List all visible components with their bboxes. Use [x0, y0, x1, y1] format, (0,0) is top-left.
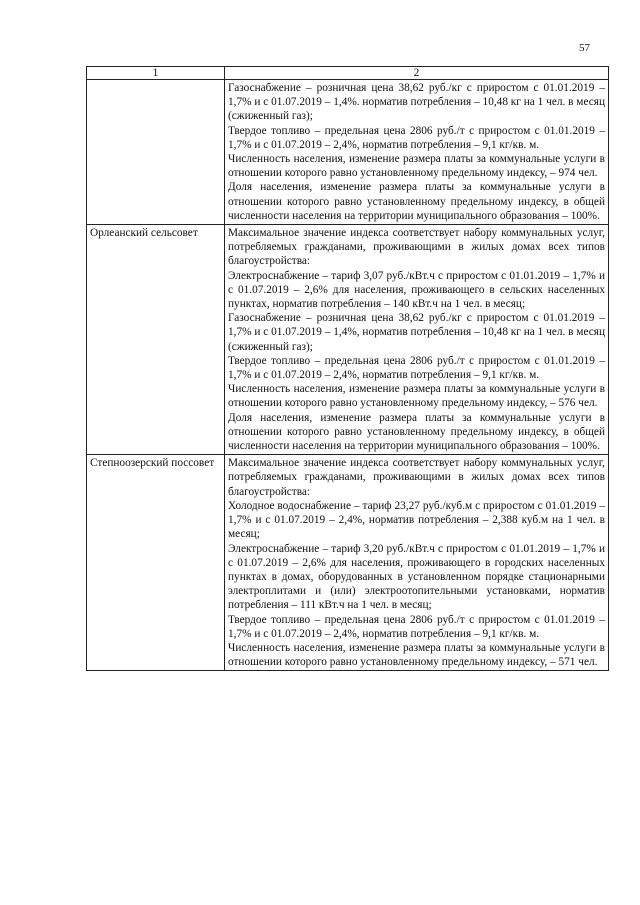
description-cell: [225, 225, 609, 455]
table-row: [87, 80, 609, 225]
territory-cell: [87, 80, 225, 225]
description-cell: [225, 80, 609, 225]
paragraph: Газоснабжение – розничная цена 38,62 руб./кг с приростом с 01.01.2019 – 1,7% и с 01.07.2019 – 1,4%, норматив потребления – 10,48 кг на 1 чел. в месяц (сжиженный газ);: [228, 312, 605, 353]
paragraph: Максимальное значение индекса соответствует набору коммунальных услуг, потребляемых гражданами, проживающими в жилых домах всех типов благоустройства:: [228, 457, 605, 498]
paragraph: Газоснабжение – розничная цена 38,62 руб./кг с приростом с 01.01.2019 – 1,7% и с 01.07.2019 – 1,4%. норматив потребления – 10,48 кг на 1 чел. в месяц (сжиженный газ);: [228, 82, 605, 123]
paragraph: Холодное водоснабжение – тариф 23,27 руб./куб.м с приростом с 01.01.2019 – 1,7% и с 01.07.2019 – 2,4%, норматив потребления – 2,388 куб.м на 1 чел. в месяц;: [228, 499, 605, 541]
paragraph: Твердое топливо – предельная цена 2806 руб./т с приростом с 01.01.2019 – 1,7% и с 01.07.2019 – 2,4%, норматив потребления – 9,1 кг/кв. м.: [228, 124, 605, 151]
tariff-table: [86, 66, 609, 671]
description-cell: [225, 455, 609, 671]
territory-cell: Степноозерский поссовет: [87, 455, 225, 671]
paragraph: Доля населения, изменение размера платы за коммунальные услуги в отношении которого равно установленному предельному индексу, в общей численности населения на территории муниципального образования – 100%.: [228, 411, 605, 453]
paragraph: Численность населения, изменение размера платы за коммунальные услуги в отношении которого равно установленному предельному индексу, – 576 чел.: [228, 383, 605, 410]
page-number: 57: [579, 42, 590, 54]
paragraph: Доля населения, изменение размера платы за коммунальные услуги в отношении которого равно установленному предельному индексу, в общей численности населения на территории муниципального образования – 100%.: [228, 181, 605, 222]
table-row: [87, 455, 609, 671]
territory-cell: Орлеанский сельсовет: [87, 225, 225, 455]
paragraph: Электроснабжение – тариф 3,20 руб./кВт.ч с приростом с 01.01.2019 – 1,7% и с 01.07.2019 – 2,6% для населения, проживающего в городских населенных пунктах в домах, оборудованных в установленном порядке стационарными электроплитами и (или) электроотопительными установками, норматив потребления – 111 кВт.ч на 1 чел. в месяц;: [228, 542, 605, 612]
paragraph: Твердое топливо – предельная цена 2806 руб./т с приростом с 01.01.2019 – 1,7% и с 01.07.2019 – 2,4%, норматив потребления – 9,1 кг/кв. м.: [228, 613, 605, 640]
paragraph: Электроснабжение – тариф 3,07 руб./кВт.ч с приростом с 01.01.2019 – 1,7% и с 01.07.2019 – 2,6% для населения, проживающего в сельских населенных пунктах, норматив потребления – 140 кВт.ч на 1 чел. в месяц;: [228, 269, 605, 311]
table-row: [87, 225, 609, 455]
paragraph: Численность населения, изменение размера платы за коммунальные услуги в отношении которого равно установленному предельному индексу, – 974 чел.: [228, 153, 605, 180]
column-header-2: 2: [225, 67, 609, 80]
paragraph: Максимальное значение индекса соответствует набору коммунальных услуг, потребляемых гражданами, проживающими в жилых домах всех типов благоустройства:: [228, 227, 605, 268]
paragraph: Численность населения, изменение размера платы за коммунальные услуги в отношении которого равно установленному предельному индексу, – 571 чел.: [228, 641, 605, 669]
header-row: [87, 67, 609, 80]
column-header-1: 1: [87, 67, 225, 80]
paragraph: Твердое топливо – предельная цена 2806 руб./т с приростом с 01.01.2019 – 1,7% и с 01.07.2019 – 2,4%, норматив потребления – 9,1 кг/кв. м.: [228, 354, 605, 382]
